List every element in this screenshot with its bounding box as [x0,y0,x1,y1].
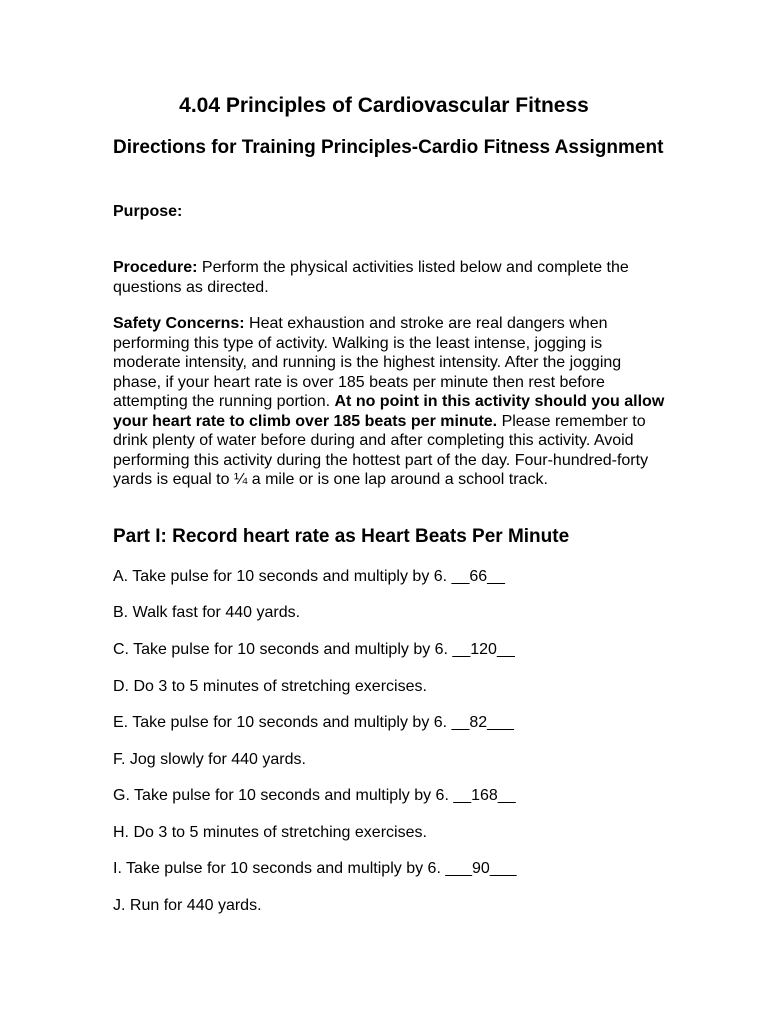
safety-text-2: Please remember to drink plenty of water before during and after completing this activity. Avoid performing this activity during the hottest part of the day. Four-hundred-forty yards is equal to ¼ a mile or is one lap around a school track. [113,412,649,488]
step-h: H. Do 3 to 5 minutes of stretching exercises. [113,824,427,841]
procedure-label: Procedure: [113,259,198,276]
step-g: G. Take pulse for 10 seconds and multiply by 6. __168__ [113,787,516,804]
assignment-subtitle: Directions for Training Principles-Cardio Fitness Assignment [113,137,664,158]
procedure-paragraph [113,258,673,297]
page-title: 4.04 Principles of Cardiovascular Fitness [179,94,589,117]
step-j: J. Run for 440 yards. [113,897,262,914]
step-b: B. Walk fast for 440 yards. [113,604,301,621]
step-a: A. Take pulse for 10 seconds and multiply by 6. __66__ [113,568,505,585]
step-e: E. Take pulse for 10 seconds and multiply by 6. __82___ [113,714,514,731]
safety-label: Safety Concerns: [113,315,245,332]
procedure-text: Perform the physical activities listed below and complete the questions as directed. [113,259,629,296]
step-i: I. Take pulse for 10 seconds and multiply by 6. ___90___ [113,860,517,877]
step-d: D. Do 3 to 5 minutes of stretching exercises. [113,678,427,695]
step-c: C. Take pulse for 10 seconds and multiply by 6. __120__ [113,641,515,658]
part1-heading: Part I: Record heart rate as Heart Beats Per Minute [113,526,570,547]
step-f: F. Jog slowly for 440 yards. [113,751,306,768]
safety-text-1: Heat exhaustion and stroke are real dangers when performing this type of activity. Walking is the least intense, jogging is moderate intensity, and running is the highest intensity. After the jogging phase, if your heart rate is over 185 beats per minute then rest before attempting the running portion. [113,315,622,410]
safety-warning: At no point in this activity should you allow your heart rate to climb over 185 beats per minute. [113,393,665,430]
purpose-label: Purpose: [113,203,183,220]
safety-paragraph [113,314,673,490]
